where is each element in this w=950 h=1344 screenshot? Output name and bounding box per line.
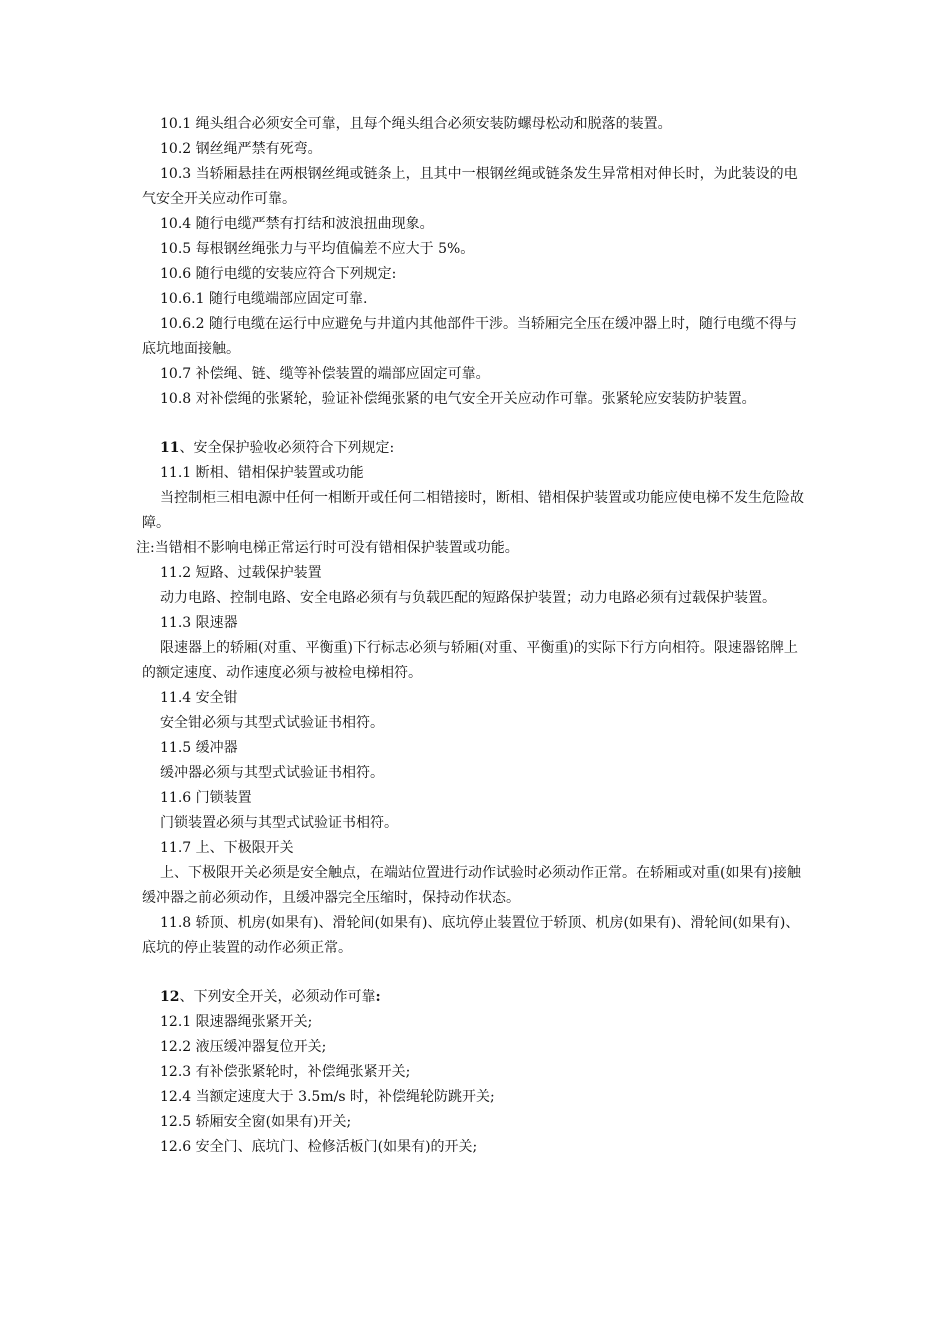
clause-11-2-text: 动力电路、控制电路、安全电路必须有与负载匹配的短路保护装置；动力电路必须有过载保护装置。 bbox=[160, 590, 776, 606]
section-11-number: 11 bbox=[160, 440, 180, 456]
clause-10-1: 10.1 绳头组合必须安全可靠，且每个绳头组合必须安装防螺母松动和脱落的装置。 bbox=[160, 116, 672, 132]
section-12-heading bbox=[142, 985, 810, 1010]
section-12 bbox=[142, 985, 810, 1160]
section-11-heading bbox=[142, 436, 810, 461]
clause-12-6: 12.6 安全门、底坑门、检修活板门(如果有)的开关; bbox=[160, 1139, 478, 1155]
document-body bbox=[136, 112, 810, 1160]
clause-10-5: 10.5 每根钢丝绳张力与平均值偏差不应大于 5%。 bbox=[160, 241, 475, 257]
clause-11-6-text: 门锁装置必须与其型式试验证书相符。 bbox=[160, 815, 398, 831]
section-12-colon: : bbox=[375, 989, 381, 1005]
clause-10-3: 10.3 当轿厢悬挂在两根钢丝绳或链条上，且其中一根钢丝绳或链条发生异常相对伸长时，为此装设的电气安全开关应动作可靠。 bbox=[142, 166, 798, 207]
clause-11-3-text: 限速器上的轿厢(对重、平衡重)下行标志必须与轿厢(对重、平衡重)的实际下行方向相符。限速器铭牌上的额定速度、动作速度必须与被检电梯相符。 bbox=[142, 640, 798, 681]
section-spacer bbox=[142, 412, 810, 436]
clause-10-6-2: 10.6.2 随行电缆在运行中应避免与井道内其他部件干涉。当轿厢完全压在缓冲器上时，随行电缆不得与底坑地面接触。 bbox=[142, 316, 797, 357]
clause-12-2: 12.2 液压缓冲器复位开关; bbox=[160, 1039, 327, 1055]
clause-10-8: 10.8 对补偿绳的张紧轮，验证补偿绳张紧的电气安全开关应动作可靠。张紧轮应安装防护装置。 bbox=[160, 391, 756, 407]
clause-11-1-text: 当控制柜三相电源中任何一相断开或任何二相错接时，断相、错相保护装置或功能应使电梯不发生危险故障。 bbox=[142, 490, 804, 531]
clause-11-1-title: 11.1 断相、错相保护装置或功能 bbox=[160, 465, 364, 481]
section-12-number: 12 bbox=[160, 989, 180, 1005]
clause-12-4: 12.4 当额定速度大于 3.5m/s 时，补偿绳轮防跳开关; bbox=[160, 1089, 495, 1105]
clause-11-4-title: 11.4 安全钳 bbox=[160, 690, 238, 706]
section-11-title: 、安全保护验收必须符合下列规定: bbox=[179, 440, 395, 456]
section-11 bbox=[136, 436, 810, 961]
clause-11-7-title: 11.7 上、下极限开关 bbox=[160, 840, 294, 856]
clause-11-7-text: 上、下极限开关必须是安全触点，在端站位置进行动作试验时必须动作正常。在轿厢或对重(如果有)接触缓冲器之前必须动作，且缓冲器完全压缩时，保持动作状态。 bbox=[142, 865, 801, 906]
clause-10-4: 10.4 随行电缆严禁有打结和波浪扭曲现象。 bbox=[160, 216, 434, 232]
clause-11-3-title: 11.3 限速器 bbox=[160, 615, 238, 631]
clause-10-6-1: 10.6.1 随行电缆端部应固定可靠. bbox=[160, 291, 368, 307]
section-12-title: 、下列安全开关，必须动作可靠 bbox=[179, 989, 376, 1005]
clause-10-6: 10.6 随行电缆的安装应符合下列规定: bbox=[160, 266, 397, 282]
note-11-1: 注:当错相不影响电梯正常运行时可没有错相保护装置或功能。 bbox=[136, 540, 519, 556]
clause-11-8: 11.8 轿顶、机房(如果有)、滑轮间(如果有)、底坑停止装置位于轿顶、机房(如果有)、滑轮间(如果有)、底坑的停止装置的动作必须正常。 bbox=[142, 915, 800, 956]
clause-12-1: 12.1 限速器绳张紧开关; bbox=[160, 1014, 313, 1030]
section-10 bbox=[142, 112, 810, 412]
clause-11-2-title: 11.2 短路、过载保护装置 bbox=[160, 565, 322, 581]
clause-12-3: 12.3 有补偿张紧轮时，补偿绳张紧开关; bbox=[160, 1064, 411, 1080]
clause-11-6-title: 11.6 门锁装置 bbox=[160, 790, 252, 806]
clause-11-5-title: 11.5 缓冲器 bbox=[160, 740, 238, 756]
clause-11-5-text: 缓冲器必须与其型式试验证书相符。 bbox=[160, 765, 384, 781]
section-spacer bbox=[142, 961, 810, 985]
clause-10-7: 10.7 补偿绳、链、缆等补偿装置的端部应固定可靠。 bbox=[160, 366, 490, 382]
clause-11-4-text: 安全钳必须与其型式试验证书相符。 bbox=[160, 715, 384, 731]
clause-12-5: 12.5 轿厢安全窗(如果有)开关; bbox=[160, 1114, 352, 1130]
clause-10-2: 10.2 钢丝绳严禁有死弯。 bbox=[160, 141, 322, 157]
